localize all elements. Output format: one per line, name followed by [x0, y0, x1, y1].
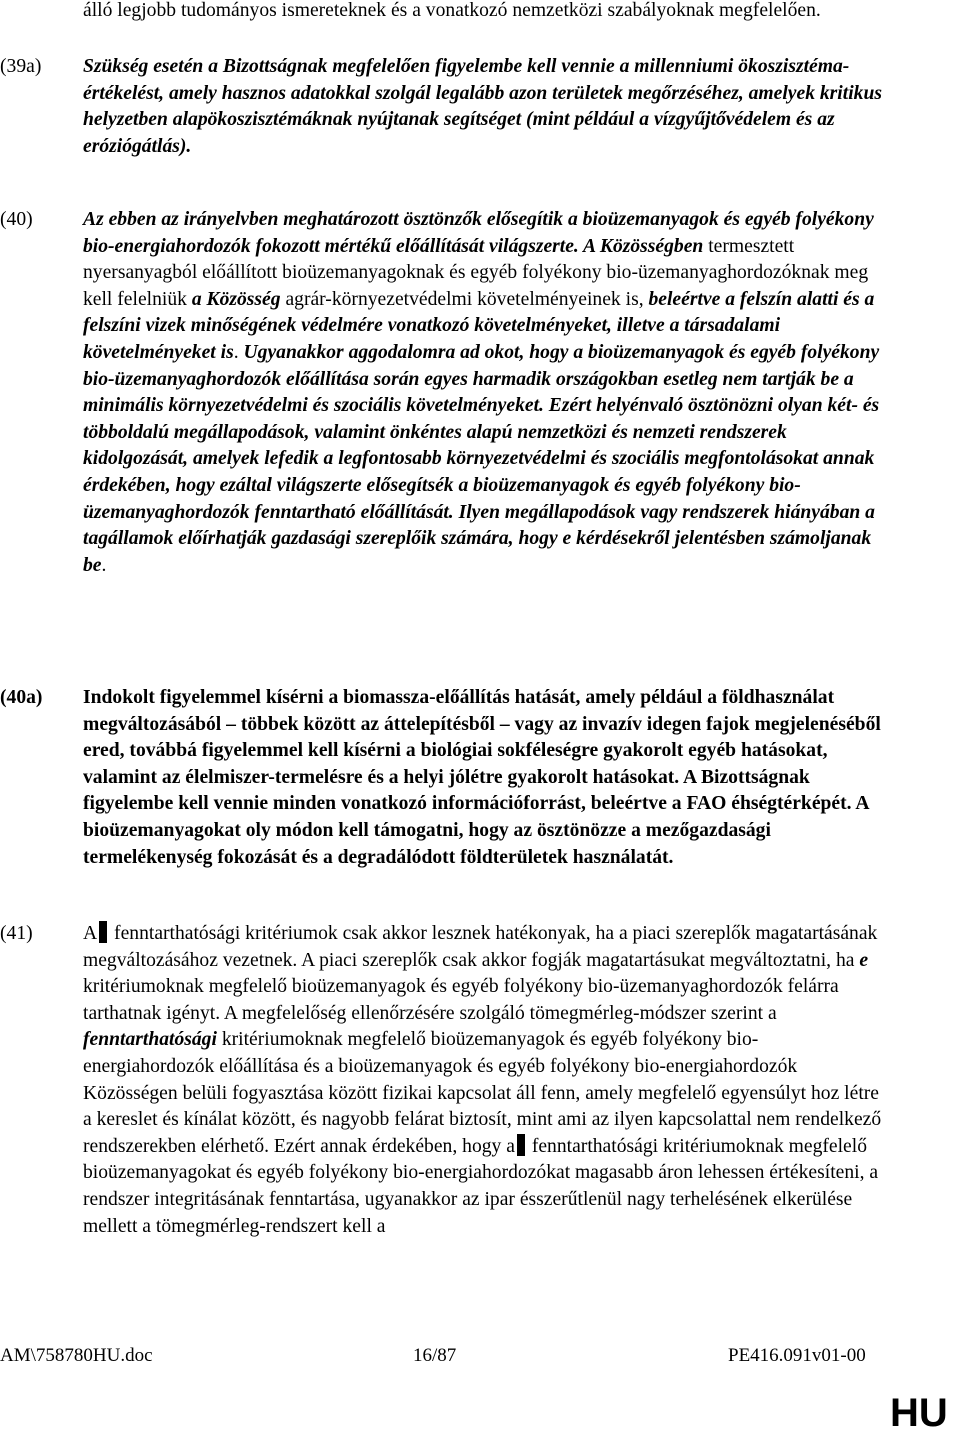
paragraph-text-part: termesztett nyersanyagból előállított bioüzemanyagoknak és egyéb folyékony bio-üzemanyaghordozóknak meg kell felelniük: [83, 235, 869, 310]
paragraph-text: [83, 54, 883, 160]
paragraph-number: (39a): [0, 56, 42, 77]
paragraph-text-part: kritériumoknak megfelelő bioüzemanyagok és egyéb folyékony bio-energiahordozók előállítása és a bioüzemanyagok és egyéb folyékony bio-energiahordozók Közösségen belüli fogyasztása között fizikai kapcsolat áll fenn, amely megfelelő egyensúlyt hoz létre a kereslet és kínálat között, és nagyobb felárat biztosít, mint ami az ilyen kapcsolattal nem rendelkező rendszerekben elérhető. Ezért annak érdekében, hogy a: [83, 1029, 882, 1157]
paragraph-text-part: Szükség esetén a Bizottságnak megfelelően figyelembe kell vennie a millenniumi ökoszisztéma-értékelést, amely hasznos adatokkal szolgál legalább azon területek megőrzéséhez, amelyek kritikus helyzetben alapökoszisztémáknak nyújtanak segítséget (mint például a vízgyűjtővédelem és az erózió: [83, 56, 882, 157]
paragraph-text-part: A: [83, 923, 98, 944]
language-code: HU: [890, 1391, 948, 1435]
document-reference: AM\758780HU.doc: [0, 1345, 153, 1366]
paragraph-text: [83, 207, 883, 579]
amended-text: beleértve a felszín alatti és a felszíni vizek minőségének védelmére vonatkozó követelményeket, illetve a társadalami követelményeket is: [83, 288, 875, 363]
paragraph-text-part: gátlás).: [131, 135, 192, 157]
paragraph-text: [83, 921, 883, 1240]
continuation-text: álló legjobb tudományos ismereteknek és a vonatkozó nemzetközi szabályoknak megfelelően.: [83, 0, 821, 21]
paragraph-number: (41): [0, 923, 33, 944]
paragraph-text-part: fenntarthatósági kritériumok csak akkor lesznek hatékonyak, ha a piaci szereplők magatartásának megváltozásához vezetnek. A piaci szereplők csak akkor fogják magatartásukat megváltoztatni, ha: [83, 923, 878, 971]
amended-text: e: [859, 949, 869, 971]
amended-text: fenntarthatósági: [83, 1029, 217, 1051]
amended-text: Az ebben az irányelvben meghatározott ösztönzők elősegítik a bioüzemanyagok és egyéb folyékony bio-energiahordozók fokozott mértékű előállítását világszerte.: [83, 209, 874, 257]
paragraph-text-part: fenntarthatósági kritériumoknak megfelelő bioüzemanyagokat és egyéb folyékony bio-energiahordozókat magasabb áron lehessen értékesíteni, a rendszer integritásának fenntartása, ugyanakkor az ipar ésszerűtlenül nagy terhelésének elkerülése mellett a tömegmérleg-rendszert kell a: [83, 1135, 879, 1237]
amended-text: Ugyanakkor aggodalomra ad okot, hogy a bioüzemanyagok és egyéb folyékony bio-üzemanyaghordozók előállítása során egyes harmadik országokban esetleg nem tartják be a minimális környezetvédelmi és szociális követelményeket. Ezért helyénvaló ösztönözni olyan két- és többoldalú megállapodások, valamint önkéntes alapú nemzetközi és nemzeti rendszerek kidolgozását, amelyek lefedik a legfontosabb környezetvédelmi és szociális megfontolásokat annak érdekében, hogy ezáltal világszerte elősegítsék a bioüzemanyagok és egyéb folyékony bio-üzemanyaghordozók fenntartható előállítását. Ilyen megállapodások vagy rendszerek hiányában a tagállamok előírhatják gazdasági szereplőik számára, hogy e kérdésekről jelentésben számoljanak be: [83, 341, 880, 576]
paragraph-number: (40): [0, 209, 33, 230]
deletion-marker: [517, 1134, 525, 1156]
paragraph-text-part: agrár-környezetvédelmi követelményeinek is,: [280, 288, 649, 310]
paragraph-text: Indokolt figyelemmel kísérni a biomassza-előállítás hatását, amely például a földhasználat megváltozásából – többek között az áttelepítésből – vagy az invazív idegen fajok megjelenéséből ered, továbbá figyelemmel kell kísérni a biológiai sokféleségre gyakorolt egyéb hatásokat, valamint az élelmiszer-termelésre és a helyi jólétre gyakorolt hatásokat. A Bizottságnak figyelembe kell vennie minden vonatkozó információforrást, beleértve a FAO éhségtérképét. A bioüzemanyagokat oly módon kell támogatni, hogy az ösztönözze a mezőgazdasági termelékenység fokozását és a degradálódott földterületek használatát.: [83, 687, 881, 868]
page-number: 16/87: [413, 1345, 457, 1366]
paragraph-text-part: .: [233, 341, 244, 363]
amended-text: a Közösség: [191, 288, 281, 310]
deletion-marker: [99, 921, 107, 943]
amended-text: A: [578, 235, 600, 257]
amended-text: Közösségben: [599, 235, 704, 257]
pe-reference: PE416.091v01-00: [728, 1345, 866, 1366]
paragraph-number: (40a): [0, 687, 43, 708]
paragraph-text-part: .: [101, 554, 107, 576]
paragraph-text-part: kritériumoknak megfelelő bioüzemanyagok és egyéb folyékony bio-üzemanyaghordozók felárra tarthatnak igényt. A megfelelőség ellenőrzésére szolgáló tömegmérleg-módszer szerint a: [83, 976, 839, 1024]
